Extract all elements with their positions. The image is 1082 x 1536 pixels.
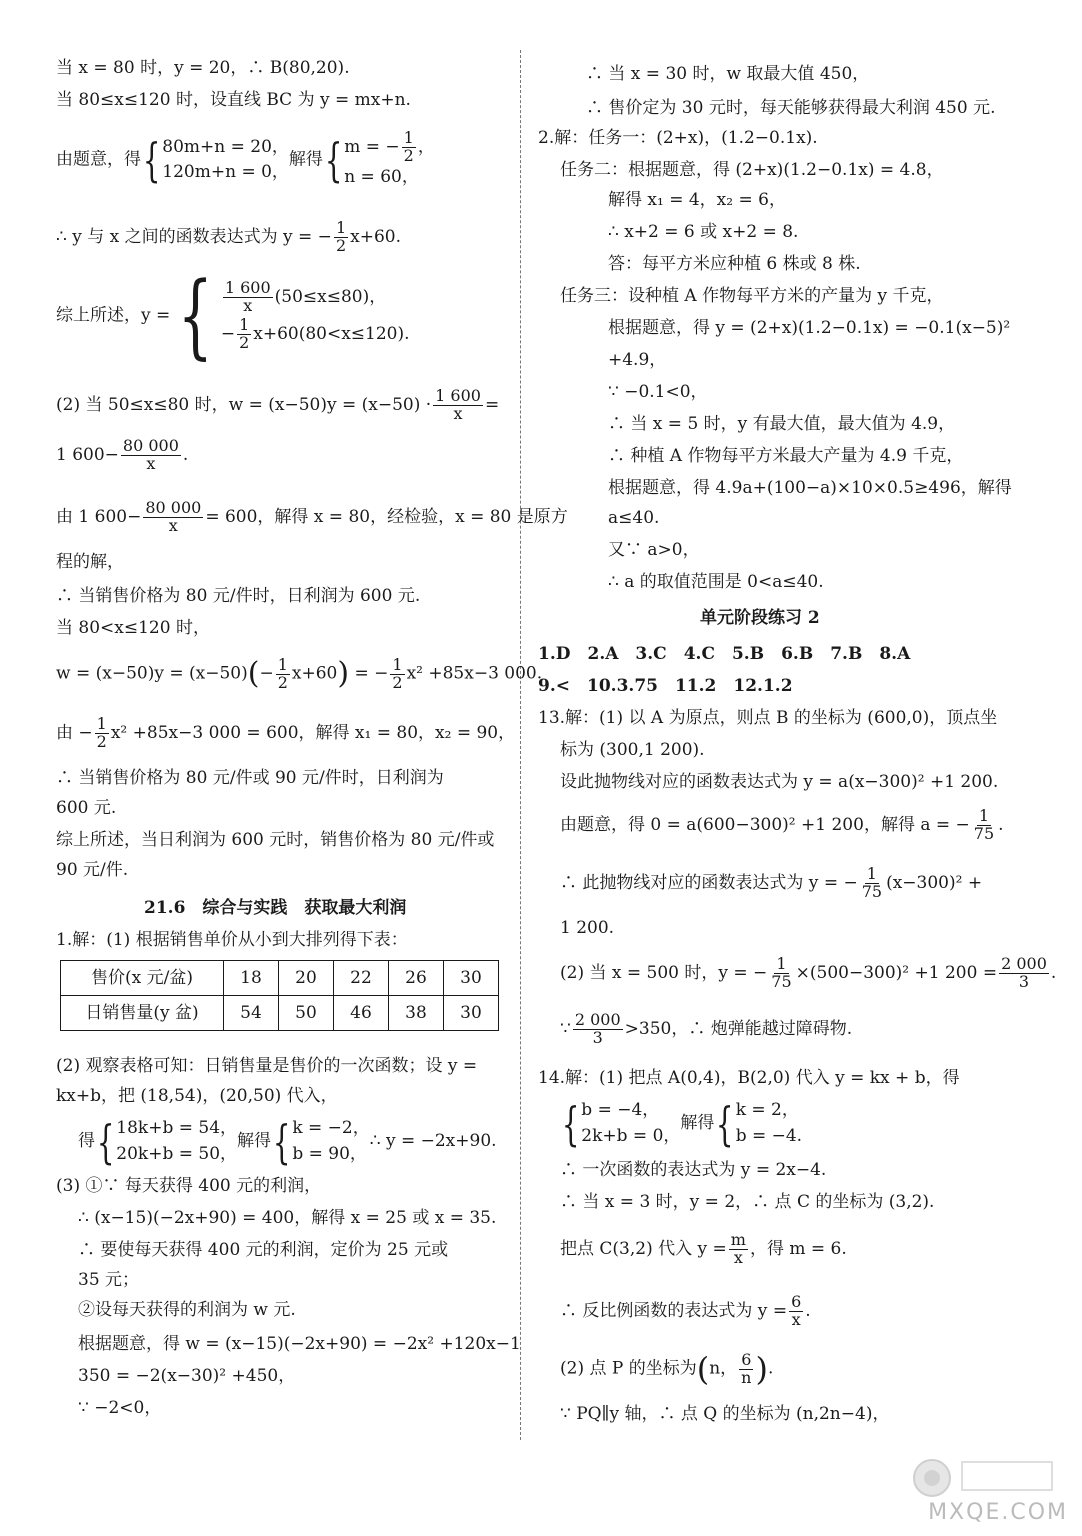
table-header-cell: 售价(x 元/盆) bbox=[61, 961, 224, 996]
equation-system: 得{ 18k+b = 54， 20k+b = 50， 解得{ k = −2， b = 90， ∴ y = −2x+90. bbox=[78, 1114, 497, 1169]
text-line: 解得 x₁ = 4，x₂ = 6， bbox=[608, 190, 786, 210]
text-line: ∵ −0.1<0， bbox=[608, 382, 708, 402]
text-line: ∴ 此抛物线对应的函数表达式为 y = − $\frac{1}{75}$ (x−300)² + bbox=[560, 864, 983, 901]
text-line: ②设每天获得的利润为 w 元. bbox=[78, 1300, 296, 1320]
text-line: 由题意，得 0 = a(600−300)² +1 200，解得 a = − $\frac{1}{75}$ . bbox=[560, 806, 1004, 843]
text-line: 由 − $\frac{1}{2}$ x² +85x−3 000 = 600，解得 x₁ = 80，x₂ = 90， bbox=[56, 714, 516, 751]
price-sales-table bbox=[60, 960, 499, 1031]
table-cell: 20 bbox=[279, 961, 334, 996]
table-cell: 26 bbox=[389, 961, 444, 996]
text-line: 设此抛物线对应的函数表达式为 y = a(x−300)² +1 200. bbox=[560, 772, 999, 792]
text-line: 600 元. bbox=[56, 798, 117, 818]
text-line: 90 元/件. bbox=[56, 860, 129, 880]
text-line: w = (x−50)y = (x−50)(− $\frac{1}{2}$ x+60) = − $\frac{1}{2}$ x² +85x−3 000. bbox=[56, 654, 543, 692]
table-cell: 30 bbox=[444, 996, 499, 1031]
text-line: ∴ a 的取值范围是 0<a≤40. bbox=[608, 572, 824, 592]
text-line: 当 x = 80 时，y = 20，∴ B(80,20). bbox=[56, 58, 350, 78]
text-line: ∴ 要使每天获得 400 元的利润，定价为 25 元或 bbox=[78, 1240, 449, 1260]
text-line: 任务二：根据题意，得 (2+x)(1.2−0.1x) = 4.8， bbox=[560, 160, 944, 180]
text-line: ∴ 种植 A 作物每平方米最大产量为 4.9 千克， bbox=[608, 446, 964, 466]
text-line: (3) ①∵ 每天获得 400 元的利润， bbox=[56, 1176, 322, 1196]
text-line: 350 = −2(x−30)² +450， bbox=[78, 1366, 296, 1386]
table-cell: 46 bbox=[334, 996, 389, 1031]
text-line: ∴ x+2 = 6 或 x+2 = 8. bbox=[608, 222, 799, 242]
equation-system: 由题意，得{ 80m+n = 20， 120m+n = 0， 解得{ m = − $\frac{1}{2}$ ， n = 60， bbox=[56, 128, 435, 188]
text-line: ∴ 反比例函数的表达式为 y = $\frac{6}{x}$ . bbox=[560, 1292, 811, 1329]
text-line: kx+b，把 (18,54)，(20,50) 代入， bbox=[56, 1086, 338, 1106]
piecewise-function: 综上所述，y ={ $\frac{1 600}{x}$ (50≤x≤80)， − $\frac{1}{2}$ x+60(80<x≤120). bbox=[56, 262, 410, 369]
equation-system: { b = −4， 2k+b = 0， 解得{ k = 2， b = −4. bbox=[561, 1096, 803, 1151]
watermark-text: MXQE.COM bbox=[928, 1499, 1068, 1525]
text-line: ∴ 当 x = 5 时，y 有最大值，最大值为 4.9， bbox=[608, 414, 956, 434]
text-line: 1 600− $\frac{80 000}{x}$ . bbox=[56, 436, 189, 473]
text-line: 13.解：(1) 以 A 为原点，则点 B 的坐标为 (600,0)，顶点坐 bbox=[538, 708, 998, 728]
text-line: 35 元； bbox=[78, 1270, 140, 1290]
text-line: ∴ 当 x = 30 时，w 取最大值 450， bbox=[586, 64, 870, 84]
text-line: 由 1 600− $\frac{80 000}{x}$ = 600，解得 x = 80，经检验，x = 80 是原方 bbox=[56, 498, 568, 535]
table-cell: 54 bbox=[224, 996, 279, 1031]
text-line: 当 80≤x≤120 时，设直线 BC 为 y = mx+n. bbox=[56, 90, 411, 110]
text-line: (2) 当 x = 500 时，y = − $\frac{1}{75}$ ×(500−300)² +1 200 = $\frac{2 000}{3}$ . bbox=[560, 954, 1057, 991]
text-line: a≤40. bbox=[608, 508, 660, 528]
text-line: ∵ PQ∥y 轴，∴ 点 Q 的坐标为 (n,2n−4)， bbox=[560, 1404, 890, 1424]
text-line: ∵ −2<0， bbox=[78, 1398, 162, 1418]
text-line: ∴ 当销售价格为 80 元/件时，日利润为 600 元. bbox=[56, 586, 421, 606]
text-line: (2) 点 P 的坐标为(n， $\frac{6}{n}$ ). bbox=[560, 1349, 774, 1388]
text-line: 根据题意，得 4.9a+(100−a)×10×0.5≥496，解得 bbox=[608, 478, 1012, 498]
text-line: ∵ $\frac{2 000}{3}$ >350，∴ 炮弹能越过障碍物. bbox=[560, 1010, 853, 1047]
left-column bbox=[56, 0, 568, 1536]
right-column bbox=[538, 0, 1057, 1536]
section-title: 单元阶段练习 2 bbox=[700, 608, 820, 628]
text-line: ∴ 当 x = 3 时，y = 2，∴ 点 C 的坐标为 (3,2). bbox=[560, 1192, 935, 1212]
text-line: 根据题意，得 w = (x−15)(−2x+90) = −2x² +120x−1 bbox=[78, 1334, 521, 1354]
table-row bbox=[61, 996, 499, 1031]
text-line: ∴ 一次函数的表达式为 y = 2x−4. bbox=[560, 1160, 827, 1180]
text-line: 1 200. bbox=[560, 918, 615, 938]
text-line: ∴ y 与 x 之间的函数表达式为 y = − $\frac{1}{2}$ x+60. bbox=[56, 218, 401, 255]
text-line: 任务三：设种植 A 作物每平方米的产量为 y 千克， bbox=[560, 286, 944, 306]
table-cell: 38 bbox=[389, 996, 444, 1031]
text-line: ∴ 售价定为 30 元时，每天能够获得最大利润 450 元. bbox=[586, 98, 996, 118]
question-line: 1.解：(1) 根据销售单价从小到大排列得下表： bbox=[56, 930, 408, 950]
text-line: 答：每平方米应种植 6 株或 8 株. bbox=[608, 254, 861, 274]
text-line: ∴ (x−15)(−2x+90) = 400，解得 x = 25 或 x = 35. bbox=[78, 1208, 497, 1228]
text-line: 综上所述，当日利润为 600 元时，销售价格为 80 元/件或 bbox=[56, 830, 495, 850]
text-line: ∴ 当销售价格为 80 元/件或 90 元/件时，日利润为 bbox=[56, 768, 444, 788]
answer-line: 1.D 2.A 3.C 4.C 5.B 6.B 7.B 8.A bbox=[538, 644, 911, 664]
text-line: 14.解：(1) 把点 A(0,4)，B(2,0) 代入 y = kx + b，得 bbox=[538, 1068, 960, 1088]
text-line: 又∵ a>0， bbox=[608, 540, 700, 560]
table-cell: 18 bbox=[224, 961, 279, 996]
section-title: 21.6 综合与实践 获取最大利润 bbox=[144, 898, 407, 918]
table-row bbox=[61, 961, 499, 996]
table-cell: 22 bbox=[334, 961, 389, 996]
text-line: 把点 C(3,2) 代入 y = $\frac{m}{x}$ ，得 m = 6. bbox=[560, 1230, 847, 1267]
text-line: (2) 当 50≤x≤80 时，w = (x−50)y = (x−50) · $\frac{1 600}{x}$ = bbox=[56, 386, 500, 423]
table-cell: 50 bbox=[279, 996, 334, 1031]
text-line: 2.解：任务一：(2+x)，(1.2−0.1x). bbox=[538, 128, 818, 148]
table-cell: 30 bbox=[444, 961, 499, 996]
answer-line: 9.< 10.3.75 11.2 12.1.2 bbox=[538, 676, 793, 696]
table-header-cell: 日销售量(y 盆) bbox=[61, 996, 224, 1031]
text-line: 程的解， bbox=[56, 552, 124, 572]
text-line: (2) 观察表格可知：日销售量是售价的一次函数；设 y = bbox=[56, 1056, 478, 1076]
text-line: +4.9， bbox=[608, 350, 667, 370]
text-line: 根据题意，得 y = (2+x)(1.2−0.1x) = −0.1(x−5)² bbox=[608, 318, 1011, 338]
text-line: 标为 (300,1 200). bbox=[560, 740, 705, 760]
text-line: 当 80<x≤120 时， bbox=[56, 618, 210, 638]
